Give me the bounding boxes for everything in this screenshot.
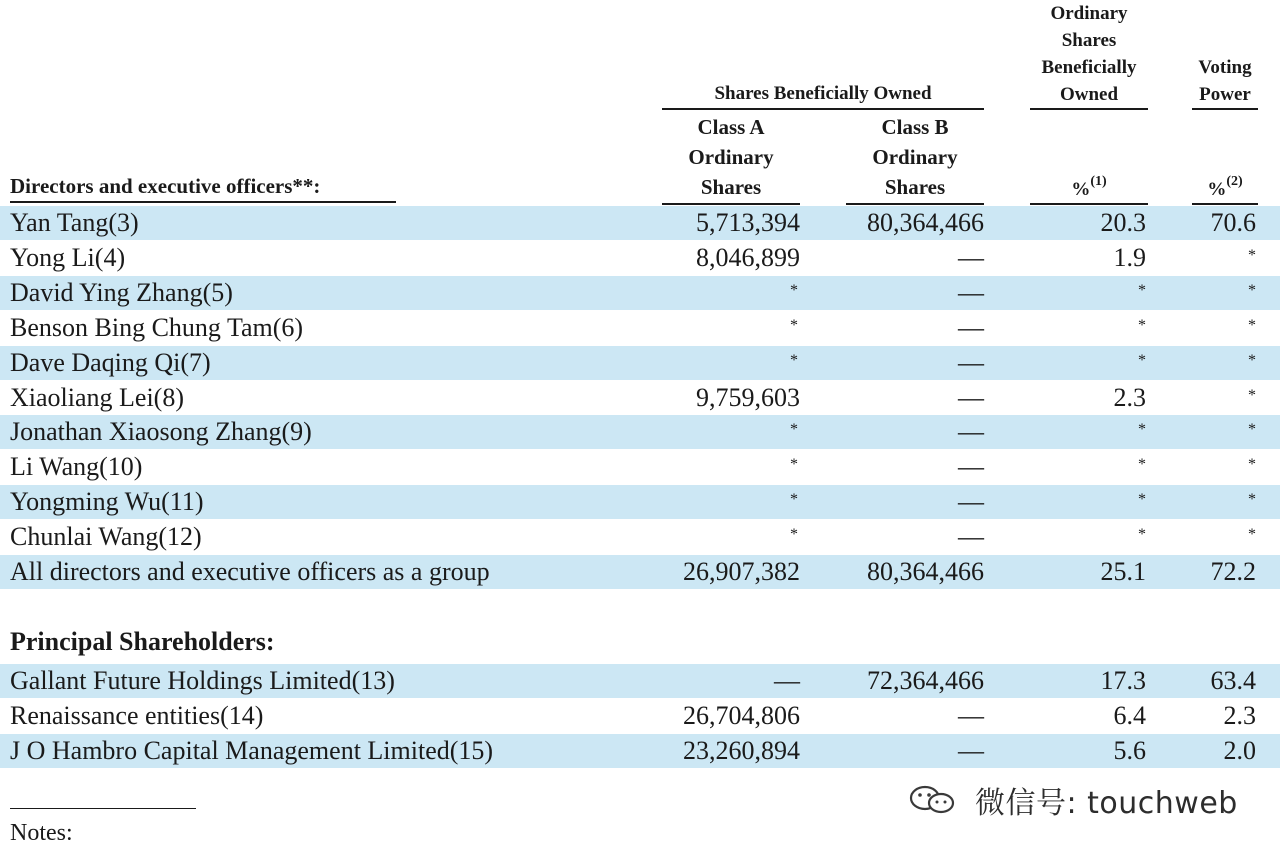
header-ord-owned-rule (1030, 108, 1148, 110)
shareholder-name: Jonathan Xiaosong Zhang(9) (10, 417, 312, 447)
voting-power: * (1248, 456, 1256, 474)
table-row (0, 346, 1280, 380)
table-row (0, 381, 1280, 415)
table-row (0, 311, 1280, 345)
class-a-shares: * (790, 456, 798, 474)
class-b-shares: — (958, 347, 984, 377)
principal-label: Principal Shareholders: (10, 627, 275, 656)
header-pct2-symbol: % (1207, 179, 1227, 200)
class-b-shares: 80,364,466 (867, 208, 984, 237)
class-b-shares: — (958, 735, 984, 765)
table-row (0, 450, 1280, 484)
header-group-rule (662, 108, 984, 110)
shareholder-name: J O Hambro Capital Management Limited(15) (10, 735, 494, 765)
header-class-b-line1: Class B (881, 115, 949, 139)
ownership-percent: * (1138, 526, 1146, 544)
ownership-percent: * (1138, 491, 1146, 509)
shareholder-name: Gallant Future Holdings Limited(13) (10, 666, 395, 695)
class-b-shares: — (958, 312, 984, 342)
shareholder-name: Yongming Wu(11) (10, 487, 204, 517)
voting-power: 2.3 (1223, 700, 1256, 730)
class-a-shares: 26,907,382 (683, 557, 800, 586)
ownership-percent: 25.1 (1100, 557, 1146, 586)
header-class-a-rule (662, 203, 800, 205)
shareholder-name: Dave Daqing Qi(7) (10, 347, 211, 377)
voting-power: * (1248, 246, 1256, 264)
watermark-text: 微信号: touchweb (975, 786, 1238, 821)
header-pct1-symbol: % (1071, 179, 1091, 200)
voting-power: 63.4 (1210, 666, 1256, 695)
ownership-percent: * (1138, 421, 1146, 439)
shareholder-name: All directors and executive officers as a group (10, 557, 490, 586)
header-ord-owned (1030, 0, 1148, 108)
table-row (0, 734, 1280, 768)
header-voting-line2: Power (1199, 84, 1251, 105)
header-class-a-line1: Class A (697, 115, 765, 139)
header-class-a (662, 112, 800, 202)
voting-power: * (1248, 386, 1256, 404)
wechat-icon (905, 782, 963, 816)
voting-power: 72.2 (1210, 557, 1256, 586)
header-pct2-rule (1192, 203, 1258, 205)
ownership-percent: 20.3 (1100, 208, 1146, 237)
shareholder-name: Renaissance entities(14) (10, 700, 264, 730)
header-class-b (846, 112, 984, 202)
header-class-b-line2: Ordinary (872, 145, 958, 169)
header-pct1 (1030, 168, 1148, 203)
class-a-shares: 5,713,394 (696, 208, 800, 237)
voting-power: * (1248, 316, 1256, 334)
voting-power: 70.6 (1210, 208, 1256, 237)
voting-power: * (1248, 421, 1256, 439)
header-voting (1190, 54, 1260, 108)
header-group-title: Shares Beneficially Owned (714, 83, 932, 104)
header-ord-owned-line1: Ordinary (1050, 3, 1128, 24)
table-row (0, 276, 1280, 310)
shareholder-name: David Ying Zhang(5) (10, 277, 233, 307)
table-row (0, 241, 1280, 275)
header-pct2-note: (2) (1226, 174, 1243, 189)
header-ord-owned-line4: Owned (1059, 84, 1119, 105)
ownership-percent: * (1138, 456, 1146, 474)
shareholder-name: Yan Tang(3) (10, 208, 139, 237)
voting-power: * (1248, 491, 1256, 509)
ownership-percent: * (1138, 316, 1146, 334)
shareholder-name: Chunlai Wang(12) (10, 522, 202, 552)
class-b-shares: 72,364,466 (867, 666, 984, 695)
class-b-shares: — (958, 487, 984, 517)
table-row (0, 699, 1280, 733)
header-voting-line1: Voting (1198, 57, 1252, 78)
class-b-shares: — (958, 242, 984, 272)
table-row (0, 415, 1280, 449)
class-b-shares: — (958, 700, 984, 730)
ownership-percent: * (1138, 351, 1146, 369)
table-row (0, 206, 1280, 240)
voting-power: * (1248, 526, 1256, 544)
table-row (0, 555, 1280, 589)
header-class-b-rule (846, 203, 984, 205)
table-row (0, 664, 1280, 698)
header-pct2 (1192, 168, 1258, 203)
ownership-percent: * (1138, 281, 1146, 299)
directors-label: Directors and executive officers**: (10, 174, 321, 198)
ownership-percent: 17.3 (1100, 666, 1146, 695)
notes-rule (10, 808, 196, 809)
shareholder-name: Yong Li(4) (10, 242, 126, 272)
voting-power: * (1248, 281, 1256, 299)
table-row (0, 485, 1280, 519)
shareholder-name: Li Wang(10) (10, 452, 143, 482)
class-a-shares: 8,046,899 (696, 242, 800, 272)
class-b-shares: — (958, 277, 984, 307)
ownership-percent: 5.6 (1113, 735, 1146, 765)
shareholder-name: Xiaoliang Lei(8) (10, 382, 184, 412)
header-class-b-line3: Shares (884, 175, 946, 199)
class-a-shares: — (774, 666, 800, 695)
notes-label: Notes: (10, 820, 73, 846)
ownership-percent: 2.3 (1113, 382, 1146, 412)
ownership-percent: 6.4 (1113, 700, 1146, 730)
voting-power: * (1248, 351, 1256, 369)
class-a-shares: * (790, 526, 798, 544)
shareholder-name: Benson Bing Chung Tam(6) (10, 312, 304, 342)
class-a-shares: * (790, 316, 798, 334)
header-pct1-rule (1030, 203, 1148, 205)
directors-label-rule (10, 201, 396, 203)
voting-power: 2.0 (1223, 735, 1256, 765)
header-class-a-line3: Shares (700, 175, 762, 199)
header-pct1-note: (1) (1090, 174, 1107, 189)
class-a-shares: * (790, 351, 798, 369)
class-a-shares: * (790, 421, 798, 439)
header-ord-owned-line2: Shares (1061, 30, 1117, 51)
class-b-shares: 80,364,466 (867, 557, 984, 586)
class-a-shares: 9,759,603 (696, 382, 800, 412)
ownership-percent: 1.9 (1113, 242, 1146, 272)
header-voting-rule (1192, 108, 1258, 110)
class-b-shares: — (958, 522, 984, 552)
class-a-shares: 23,260,894 (683, 735, 800, 765)
class-a-shares: * (790, 491, 798, 509)
header-class-a-line2: Ordinary (688, 145, 774, 169)
class-b-shares: — (958, 417, 984, 447)
header-ord-owned-line3: Beneficially (1041, 57, 1137, 78)
class-a-shares: 26,704,806 (683, 700, 800, 730)
class-a-shares: * (790, 281, 798, 299)
table-row (0, 520, 1280, 554)
class-b-shares: — (958, 382, 984, 412)
class-b-shares: — (958, 452, 984, 482)
